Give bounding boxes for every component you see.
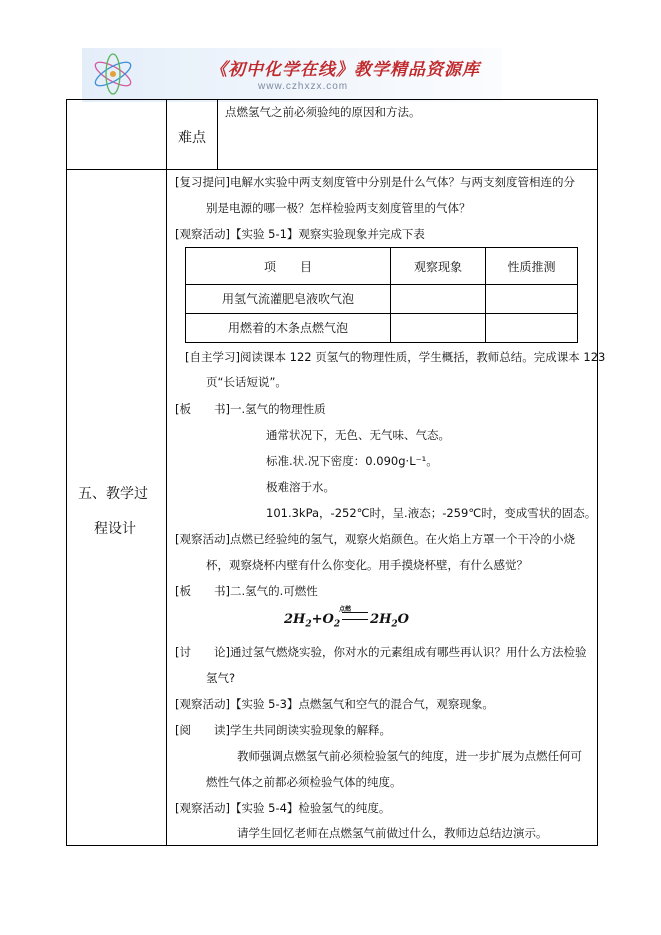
table-row-soap-bubbles: 用氢气流灌肥皂液吹气泡 xyxy=(221,292,354,306)
recall-demo: 请学生回忆老师在点燃氢气前做过什么，教师边总结边演示。 xyxy=(237,826,548,840)
property-solubility: 极难溶于水。 xyxy=(266,480,335,494)
difficulty-label: 难点 xyxy=(178,130,206,146)
board-physical-properties: [板 书]一.氢气的物理性质 xyxy=(175,402,326,416)
table-col-divider-main xyxy=(166,99,167,846)
observe-activity-1: [观察活动]【实验 5-1】观察实验现象并完成下表 xyxy=(175,227,425,241)
table-header-inference: 性质推测 xyxy=(507,260,556,274)
combustion-equation: $2H_2+O_2$ $2H_2O$ xyxy=(284,612,409,630)
observe-activity-2-line1: [观察活动]点燃已经验纯的氢气，观察火焰颜色。在火焰上方罩一个干冷的小烧 xyxy=(175,532,575,546)
property-phase-change: 101.3kPa，-252℃时，呈.液态；-259℃时，变成雪状的固态。 xyxy=(266,506,597,520)
equation-condition: 点燃 xyxy=(339,606,352,613)
table-col-divider-sub xyxy=(217,99,218,169)
banner-title: 《初中化学在线》教学精品资源库 xyxy=(210,60,480,80)
table-border-left xyxy=(66,99,67,846)
observe-activity-4: [观察活动]【实验 5-4】检验氢气的纯度。 xyxy=(175,801,391,815)
table-border-bottom xyxy=(66,845,598,846)
atom-logo-icon xyxy=(90,51,136,97)
table-border-top xyxy=(66,99,598,100)
discussion-line2: 氢气? xyxy=(206,671,236,685)
table-header-observation: 观察现象 xyxy=(413,260,462,274)
reading-activity: [阅 读]学生共同朗读实验现象的解释。 xyxy=(175,723,391,737)
property-density: 标准.状.况下密度：0.090g·L⁻¹。 xyxy=(266,454,438,468)
design-label-line2: 程设计 xyxy=(94,521,136,537)
table-header-item: 项 目 xyxy=(263,260,312,274)
table-border-right xyxy=(597,99,598,846)
property-state: 通常状况下，无色、无气味、气态。 xyxy=(266,428,450,442)
design-label-line1: 五、教学过 xyxy=(78,486,148,502)
review-question-line2: 别是电源的哪一极？怎样检验两支刻度管里的气体？ xyxy=(206,201,471,215)
banner-url: www.czhxzx.com xyxy=(258,81,349,92)
self-study-line1: [自主学习]阅读课本 122 页氢气的物理性质，学生概括，教师总结。完成课本 123 xyxy=(185,350,606,364)
teacher-note-line2: 燃性气体之前都必须检验气体的纯度。 xyxy=(206,775,402,789)
observe-activity-3: [观察活动]【实验 5-3】点燃氢气和空气的混合气，观察现象。 xyxy=(175,697,494,711)
discussion-line1: [讨 论]通过氢气燃烧实验，你对水的元素组成有哪些再认识？用什么方法检验 xyxy=(175,645,587,659)
board-flammability: [板 书]二.氢气的.可燃性 xyxy=(175,584,318,598)
header-banner xyxy=(82,48,502,102)
self-study-line2: 页“长话短说”。 xyxy=(206,375,287,389)
review-question-line1: [复习提问]电解水实验中两支刻度管中分别是什么气体？与两支刻度管相连的分 xyxy=(175,175,575,189)
table-row-ignite-bubbles: 用燃着的木条点燃气泡 xyxy=(227,321,348,335)
table-row-divider xyxy=(66,169,598,170)
observe-activity-2-line2: 杯，观察烧杯内壁有什么你变化。用手摸烧杯壁，有什么感觉？ xyxy=(206,558,528,572)
teacher-note-line1: 教师强调点燃氢气前必须检验氢气的纯度，进一步扩展为点燃任何可 xyxy=(237,749,582,763)
difficulty-text: 点燃氢气之前必须验纯的原因和方法。 xyxy=(225,105,421,119)
